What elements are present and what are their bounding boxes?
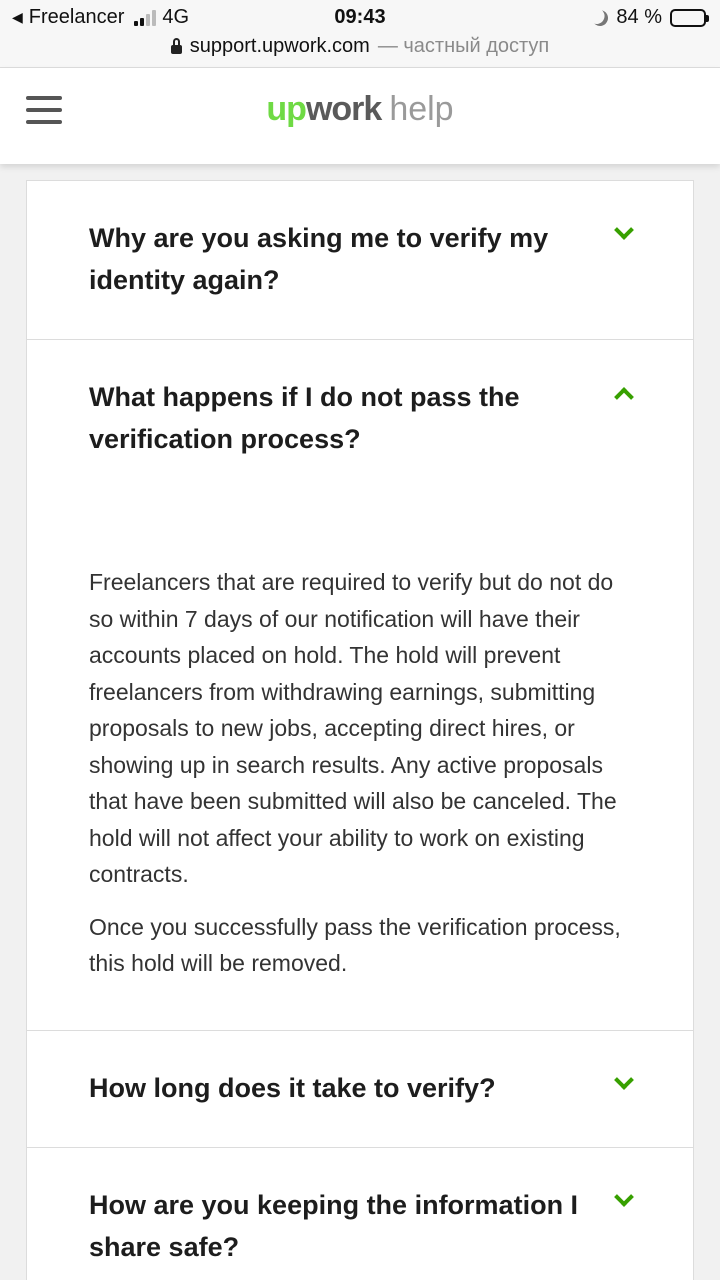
url-host[interactable]: support.upwork.com — [189, 35, 370, 57]
upwork-help-logo[interactable] — [0, 90, 720, 129]
battery-icon — [670, 9, 706, 27]
url-privacy-note: — частный доступ — [377, 35, 550, 57]
app-header — [0, 68, 720, 164]
lock-icon — [171, 45, 182, 54]
logo-work: work — [305, 90, 382, 128]
back-arrow-icon[interactable]: ◀ — [12, 9, 23, 25]
faq-answer — [27, 560, 693, 1030]
answer-paragraph: Freelancers that are required to verify but do not do so within 7 days of our notification will have their accounts placed on hold. The hold will prevent freelancers from withdrawing earnings, submitting proposals to new jobs, accepting direct hires, or showing up in search results. Any active proposals that have been submitted will also be canceled. The hold will not affect your ability to work on existing contracts. — [89, 569, 617, 887]
faq-item — [27, 1030, 693, 1147]
faq-list — [26, 180, 694, 1280]
status-bar — [0, 0, 720, 34]
logo-help: help — [389, 90, 454, 128]
faq-question[interactable]: Why are you asking me to verify my identity again? — [89, 223, 549, 295]
back-app-label[interactable]: Freelancer — [28, 6, 125, 28]
faq-question[interactable]: How are you keeping the information I share safe? — [89, 1189, 579, 1262]
faq-item — [27, 1147, 693, 1280]
url-bar[interactable] — [0, 34, 720, 68]
network-label: 4G — [162, 6, 190, 28]
faq-question[interactable]: How long does it take to verify? — [89, 1072, 496, 1103]
do-not-disturb-icon — [589, 7, 611, 29]
logo-up: up — [266, 90, 306, 128]
battery-percent: 84 % — [616, 6, 662, 28]
answer-paragraph: Once you successfully pass the verification process, this hold will be removed. — [89, 913, 621, 976]
status-right — [592, 6, 706, 29]
faq-item — [27, 180, 693, 339]
faq-question[interactable]: What happens if I do not pass the verification process? — [89, 382, 520, 454]
status-time: 09:43 — [334, 6, 386, 28]
faq-item-expanded — [27, 339, 693, 1030]
